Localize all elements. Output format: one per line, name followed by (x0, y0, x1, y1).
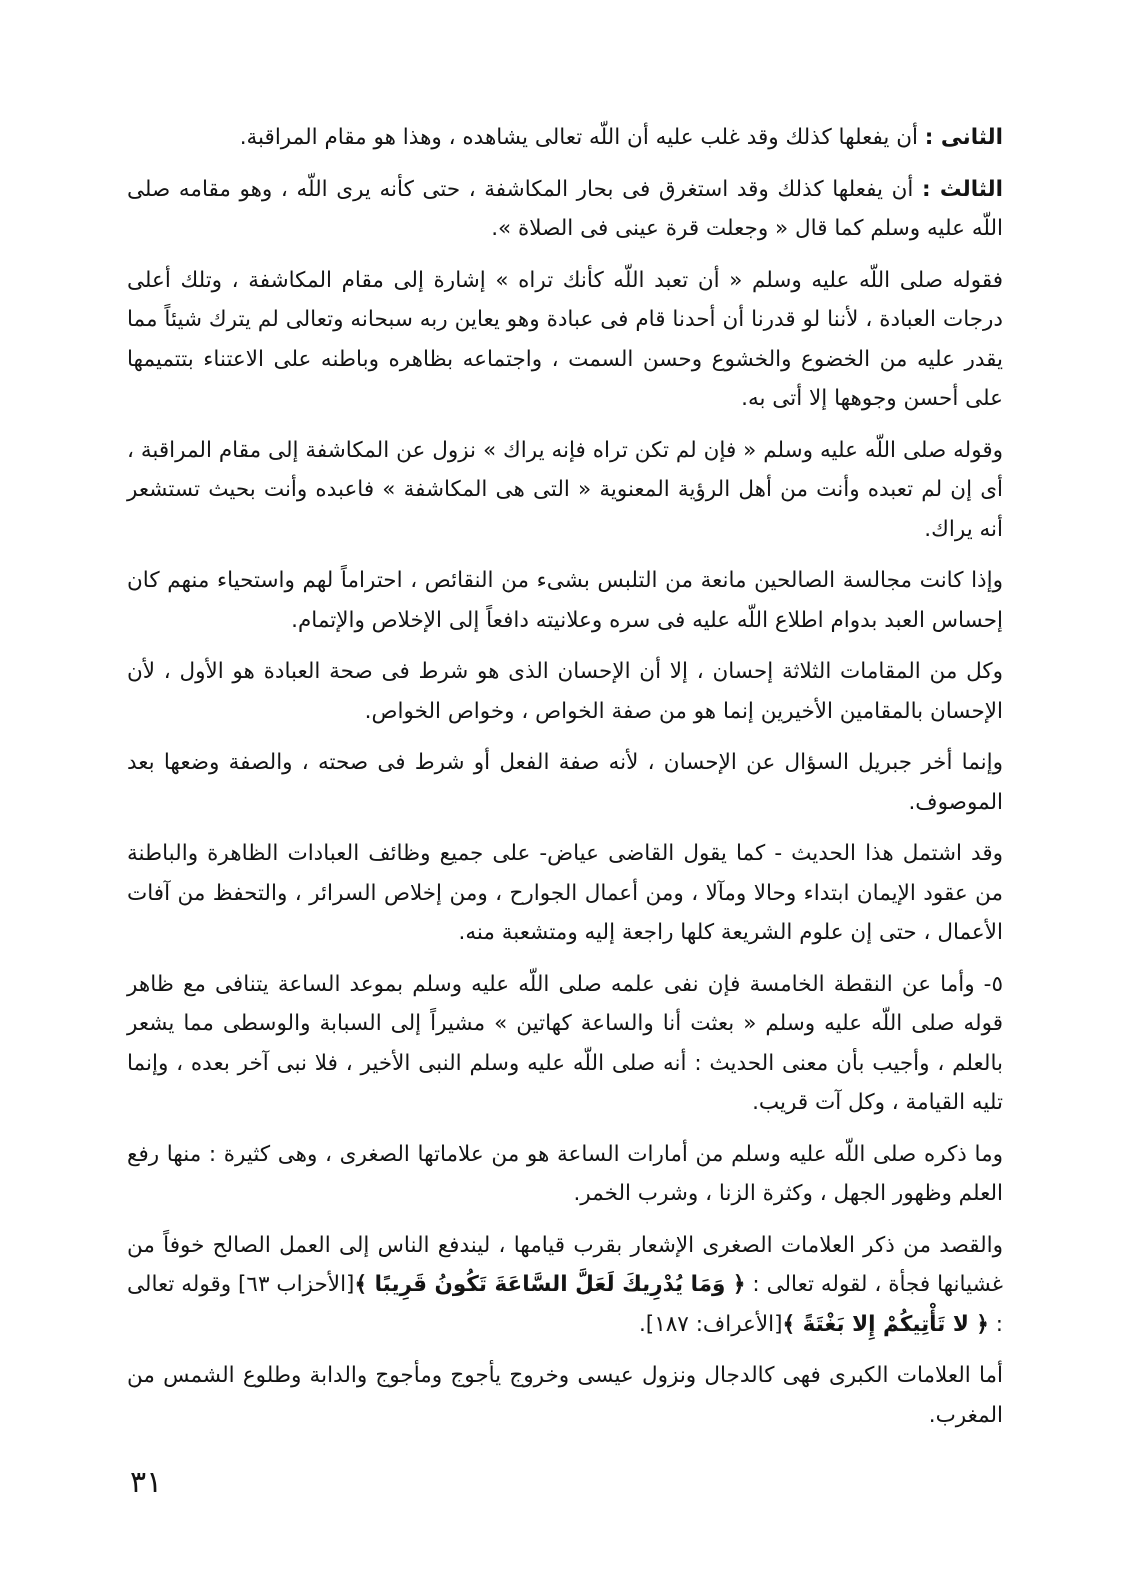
paragraph-minor-signs: وما ذكره صلى اللّه عليه وسلم من أمارات الساعة هو من علاماتها الصغرى ، وهى كثيرة : منها رفع العلم وظهور الجهل ، وكثرة الزنا ، وشرب الخمر. (127, 1141, 1003, 1206)
paragraph-lead: الثالث : (922, 176, 1003, 202)
quran-verse: ﴿ وَمَا يُدْرِيكَ لَعَلَّ السَّاعَةَ تَكُونُ قَرِيبًا ﴾ (354, 1272, 746, 1297)
page-body (127, 118, 1003, 1447)
quran-verse: ﴿ لا تَأْتِيكُمْ إِلا بَغْتَةً ﴾ (782, 1311, 989, 1337)
paragraph-text: أن يفعلها كذلك وقد غلب عليه أن اللّه تعالى يشاهده ، وهذا هو مقام المراقبة. (239, 125, 925, 150)
verse-reference: [الأعراف: ١٨٧]. (638, 1311, 783, 1337)
paragraph-three-stations: وكل من المقامات الثلاثة إحسان ، إلا أن الإحسان الذى هو شرط فى صحة العبادة هو الأول ، لأن الإحسان بالمقامين الأخيرين إنما هو من صفة الخواص ، وخواص الخواص. (127, 659, 1003, 724)
paragraph-text: والقصد من ذكر العلامات الصغرى الإشعار بقرب قيامها ، ليندفع الناس إلى العمل الصالح خوفاً من غشيانها فجأة ، لقوله تعالى : (127, 1232, 1003, 1297)
paragraph-mukashafa: فقوله صلى اللّه عليه وسلم « أن تعبد اللّه كأنك تراه » إشارة إلى مقام المكاشفة ، وتلك أعلى درجات العبادة ، لأننا لو قدرنا أن أحدنا قام فى عبادة وهو يعاين ربه سبحانه وتعالى لم يترك شيئاً مما يقدر عليه من الخضوع والخشوع وحسن السمت ، واجتماعه بظاهره وباطنه على الاعتناء بتتميمها على أحسن وجوهها إلا أتى به. (127, 267, 1003, 411)
paragraph-third-station (127, 170, 1003, 249)
paragraph-jibril-order: وإنما أخر جبريل السؤال عن الإحسان ، لأنه صفة الفعل أو شرط فى صحته ، والصفة وضعها بعد الموصوف. (127, 750, 1003, 815)
paragraph-fifth-point: ٥- وأما عن النقطة الخامسة فإن نفى علمه صلى اللّه عليه وسلم بموعد الساعة يتنافى مع ظاهر قوله صلى اللّه عليه وسلم « بعثت أنا والساعة كهاتين » مشيراً إلى السبابة والوسطى مما يشعر بالعلم ، وأجيب بأن معنى الحديث : أنه صلى اللّه عليه وسلم النبى الأخير ، فلا نبى آخر بعده ، وإنما تليه القيامة ، وكل آت قريب. (127, 971, 1003, 1115)
paragraph-qadi-iyad: وقد اشتمل هذا الحديث - كما يقول القاضى عياض- على جميع وظائف العبادات الظاهرة والباطنة من عقود الإيمان ابتداء وحالا ومآلا ، ومن أعمال الجوارح ، ومن إخلاص السرائر ، والتحفظ من آفات الأعمال ، حتى إن علوم الشريعة كلها راجعة إليه ومتشعبة منه. (127, 841, 1003, 945)
paragraph-muraqaba: وقوله صلى اللّه عليه وسلم « فإن لم تكن تراه فإنه يراك » نزول عن المكاشفة إلى مقام المراقبة ، أى إن لم تعبده وأنت من أهل الرؤية المعنوية « التى هى المكاشفة » فاعبده وأنت بحيث تستشعر أنه يراك. (127, 437, 1003, 542)
paragraph-righteous-company: وإذا كانت مجالسة الصالحين مانعة من التلبس بشىء من النقائص ، احتراماً لهم واستحياء منهم كان إحساس العبد بدوام اطلاع اللّه عليه فى سره وعلانيته دافعاً إلى الإخلاص والإتمام. (127, 568, 1003, 633)
paragraph-second-station (127, 118, 1003, 158)
paragraph-text: وقوله تعالى : (127, 1272, 1003, 1337)
paragraph-purpose-of-signs (127, 1226, 1003, 1345)
paragraph-text: أن يفعلها كذلك وقد استغرق فى بحار المكاشفة ، حتى كأنه يرى اللّه ، وهو مقامه صلى اللّه عليه وسلم كما قال « وجعلت قرة عينى فى الصلاة ». (127, 176, 1003, 241)
verse-reference: [الأحزاب ٦٣] (238, 1272, 355, 1297)
paragraph-lead: الثانى : (924, 125, 1003, 150)
page-number: ٣١ (130, 1465, 163, 1500)
paragraph-major-signs: أما العلامات الكبرى فهى كالدجال ونزول عيسى وخروج يأجوج ومأجوج والدابة وطلوع الشمس من المغرب. (127, 1363, 1003, 1428)
